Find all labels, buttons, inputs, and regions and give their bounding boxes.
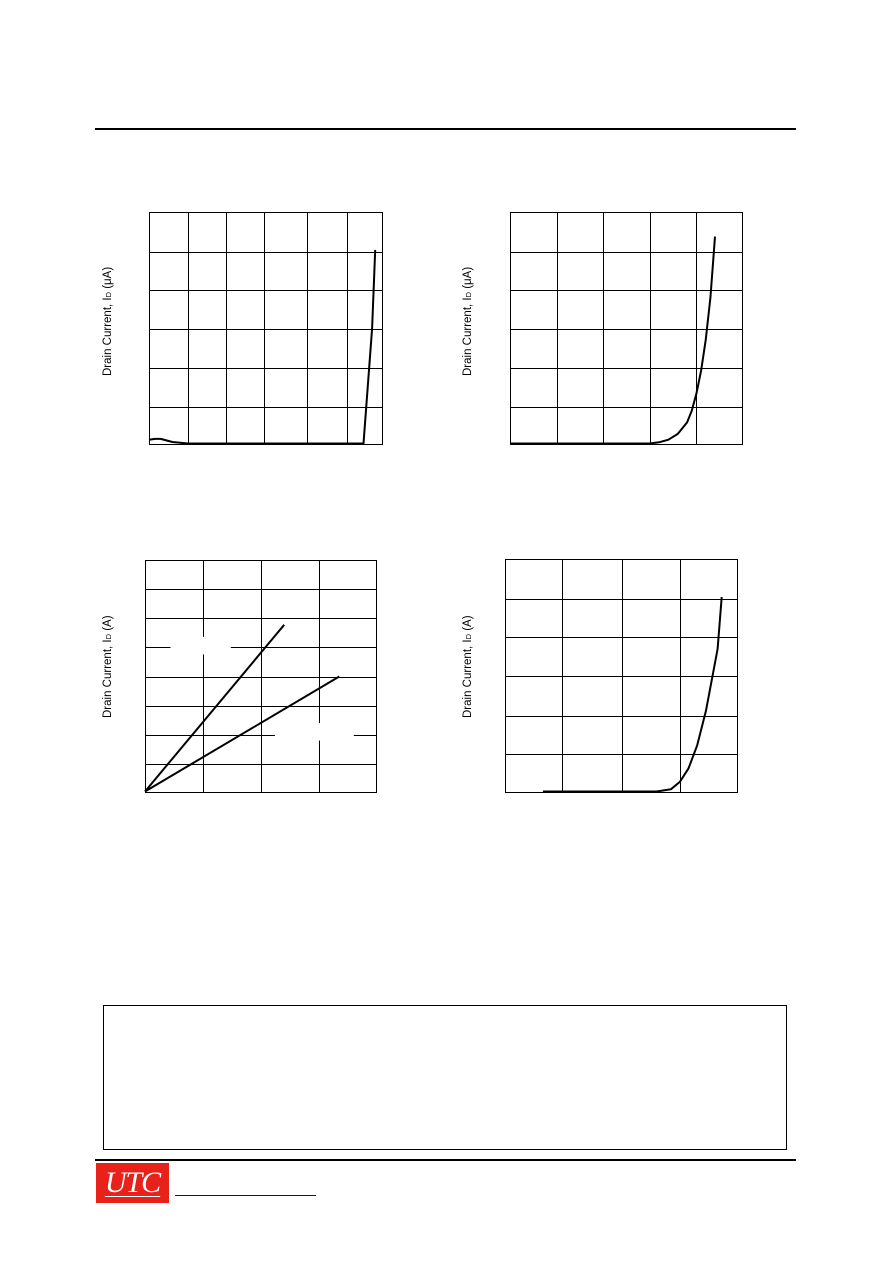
- series-line-1: [543, 597, 722, 791]
- chart4-plot: [505, 559, 738, 793]
- chart3-plot: [145, 560, 377, 793]
- header-rule: [95, 128, 796, 130]
- company-logo-text: UTC: [104, 1166, 161, 1199]
- chart2-y-axis-label: Drain Current, ID (μA): [462, 266, 474, 376]
- series-line-1: [149, 250, 375, 444]
- footer-rule: [95, 1159, 796, 1161]
- chart3-y-axis-label: Drain Current, ID (A): [102, 615, 114, 718]
- chart2-plot: [510, 212, 743, 445]
- series-line-1: [510, 237, 715, 444]
- label-background: [275, 723, 354, 740]
- label-background: [171, 637, 231, 654]
- chart1-y-axis-label: Drain Current, ID (μA): [102, 266, 114, 376]
- company-logo: [96, 1163, 169, 1203]
- chart1-plot: [149, 212, 383, 445]
- website-link-underline[interactable]: [175, 1195, 316, 1196]
- chart4-y-axis-label: Drain Current, ID (A): [462, 615, 474, 718]
- notice-box: [103, 1005, 787, 1150]
